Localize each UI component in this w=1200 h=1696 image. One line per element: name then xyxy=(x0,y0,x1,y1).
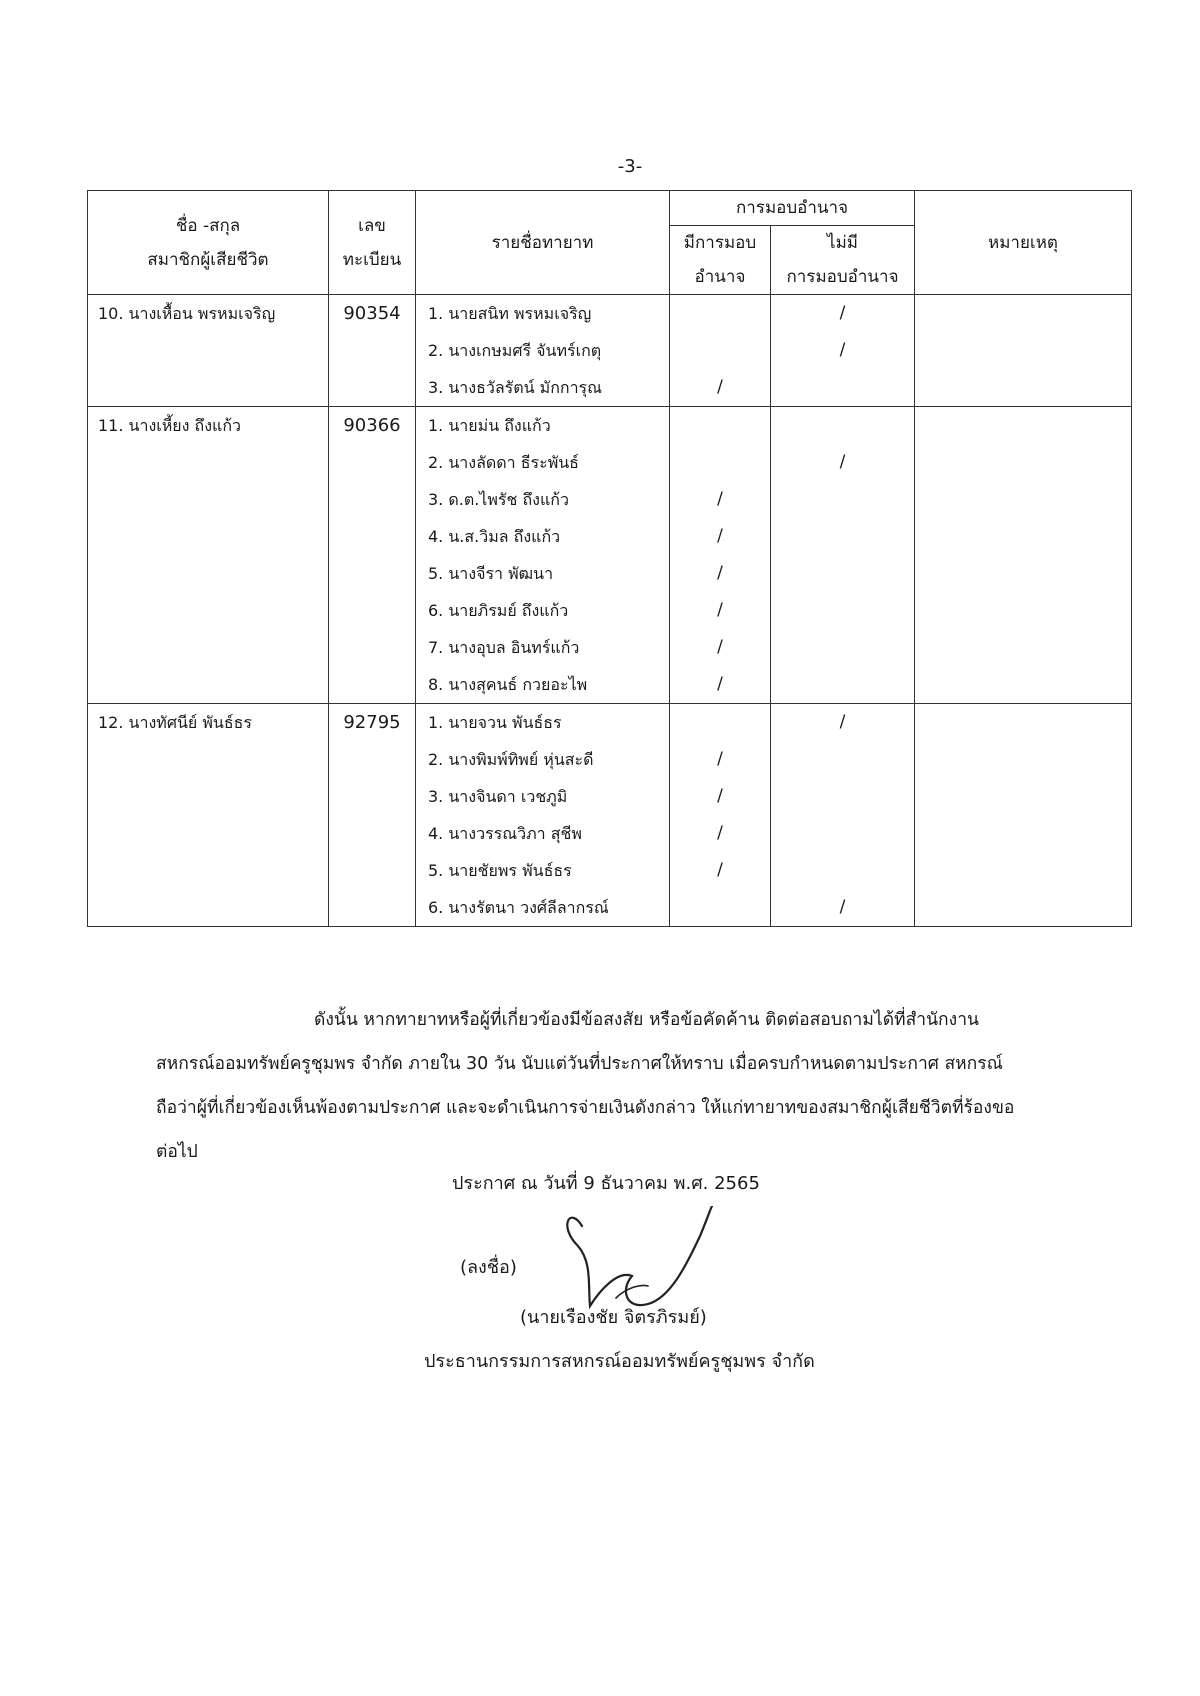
header-authorization: การมอบอำนาจ xyxy=(670,191,915,226)
member-name xyxy=(88,666,328,703)
registration-number xyxy=(329,815,415,852)
table-row xyxy=(88,852,1132,889)
header-registration: เลข ทะเบียน xyxy=(329,191,416,295)
table-row xyxy=(88,592,1132,629)
notice-paragraph xyxy=(156,998,1076,1174)
member-name xyxy=(88,741,328,778)
remarks-cell xyxy=(915,778,1131,815)
not-authorized-mark xyxy=(771,629,914,666)
heir-name: 1. นายสนิท พรหมเจริญ xyxy=(428,304,592,323)
remarks-cell xyxy=(915,407,1131,444)
member-name: 12. นางทัศนีย์ พันธ์ธร xyxy=(98,713,252,732)
paragraph-line: ดังนั้น หากทายาทหรือผู้ที่เกี่ยวข้องมีข้อสงสัย หรือข้อคัดค้าน ติดต่อสอบถามได้ที่สำนักงาน xyxy=(314,1010,979,1030)
remarks-cell xyxy=(915,369,1131,406)
authorized-mark xyxy=(670,332,770,369)
heir-name: 5. นายชัยพร พันธ์ธร xyxy=(428,861,572,880)
heir-name: 2. นางเกษมศรี จันทร์เกตุ xyxy=(428,341,602,360)
heir-name: 3. นางธวัลรัตน์ มักการุณ xyxy=(428,378,602,397)
not-authorized-mark: / xyxy=(839,712,846,732)
paragraph-line: ต่อไป xyxy=(156,1142,198,1162)
registration-number xyxy=(329,369,415,406)
remarks-cell xyxy=(915,704,1131,741)
authorized-mark xyxy=(670,295,770,332)
remarks-cell xyxy=(915,295,1131,332)
table-row xyxy=(88,407,1132,445)
signer-title: ประธานกรรมการสหกรณ์ออมทรัพย์ครูชุมพร จำกัด xyxy=(424,1351,815,1372)
heir-name: 4. น.ส.วิมล ถึงแก้ว xyxy=(428,527,561,546)
registration-number xyxy=(329,666,415,703)
authorized-mark: / xyxy=(717,823,723,843)
table-row xyxy=(88,889,1132,927)
member-name xyxy=(88,444,328,481)
signer-name: (นายเรืองชัย จิตรภิรมย์) xyxy=(520,1307,707,1328)
authorized-mark xyxy=(670,444,770,481)
paragraph-line: ถือว่าผู้ที่เกี่ยวข้องเห็นพ้องตามประกาศ และจะดำเนินการจ่ายเงินดังกล่าว ให้แก่ทายาทของสมาชิกผู้เสียชีวิตที่ร้องขอ xyxy=(156,1098,1015,1118)
not-authorized-mark: / xyxy=(839,340,846,360)
heir-name: 5. นางจีรา พัฒนา xyxy=(428,564,554,583)
heir-name: 4. นางวรรณวิภา สุชีพ xyxy=(428,824,582,843)
remarks-cell xyxy=(915,852,1131,889)
not-authorized-mark xyxy=(771,666,914,703)
table-row xyxy=(88,481,1132,518)
not-authorized-mark xyxy=(771,592,914,629)
registration-number: 90366 xyxy=(343,415,401,436)
registration-number xyxy=(329,481,415,518)
remarks-cell xyxy=(915,815,1131,852)
member-name xyxy=(88,518,328,555)
remarks-cell xyxy=(915,741,1131,778)
table-row xyxy=(88,629,1132,666)
heir-name: 2. นางพิมพ์ทิพย์ หุ่นสะดี xyxy=(428,750,594,769)
authorized-mark: / xyxy=(717,489,723,509)
registration-number xyxy=(329,741,415,778)
table-row xyxy=(88,555,1132,592)
table-row xyxy=(88,444,1132,481)
table-row xyxy=(88,778,1132,815)
remarks-cell xyxy=(915,629,1131,666)
not-authorized-mark xyxy=(771,555,914,592)
not-authorized-mark xyxy=(771,815,914,852)
member-name xyxy=(88,778,328,815)
table-row xyxy=(88,332,1132,369)
heir-name: 3. ด.ต.ไพรัช ถึงแก้ว xyxy=(428,490,569,509)
member-name: 10. นางเหื้อน พรหมเจริญ xyxy=(98,304,276,323)
registration-number: 90354 xyxy=(343,303,401,324)
header-member: ชื่อ -สกุล สมาชิกผู้เสียชีวิต xyxy=(88,191,329,295)
remarks-cell xyxy=(915,666,1131,703)
paragraph-line: สหกรณ์ออมทรัพย์ครูชุมพร จำกัด ภายใน 30 วัน นับแต่วันที่ประกาศให้ทราบ เมื่อครบกำหนดตามประกาศ สหกรณ์ xyxy=(156,1054,1003,1074)
header-heirs: รายชื่อทายาท xyxy=(416,191,670,295)
registration-number xyxy=(329,889,415,926)
authorized-mark: / xyxy=(717,786,723,806)
table-body xyxy=(88,295,1132,927)
not-authorized-mark xyxy=(771,407,914,444)
member-name xyxy=(88,852,328,889)
authorized-mark: / xyxy=(717,526,723,546)
table-row xyxy=(88,369,1132,407)
remarks-cell xyxy=(915,444,1131,481)
member-name xyxy=(88,889,328,926)
heirs-table xyxy=(87,190,1132,927)
remarks-cell xyxy=(915,332,1131,369)
not-authorized-mark xyxy=(771,778,914,815)
table-row xyxy=(88,741,1132,778)
remarks-cell xyxy=(915,518,1131,555)
registration-number xyxy=(329,629,415,666)
authorized-mark xyxy=(670,889,770,926)
authorized-mark xyxy=(670,407,770,444)
heir-name: 6. นางรัตนา วงศ์ลีลากรณ์ xyxy=(428,898,609,917)
heir-name: 8. นางสุคนธ์ กวยอะไพ xyxy=(428,675,588,694)
registration-number xyxy=(329,444,415,481)
registration-number: 92795 xyxy=(343,712,401,733)
header-not-authorized: ไม่มี การมอบอำนาจ xyxy=(771,226,915,295)
remarks-cell xyxy=(915,481,1131,518)
sign-label: (ลงชื่อ) xyxy=(460,1257,517,1278)
authorized-mark: / xyxy=(717,860,723,880)
not-authorized-mark xyxy=(771,741,914,778)
announcement-date: ประกาศ ณ วันที่ 9 ธันวาคม พ.ศ. 2565 xyxy=(452,1173,760,1194)
table-row xyxy=(88,295,1132,333)
registration-number xyxy=(329,555,415,592)
member-name xyxy=(88,555,328,592)
not-authorized-mark xyxy=(771,852,914,889)
not-authorized-mark: / xyxy=(839,452,846,472)
not-authorized-mark xyxy=(771,518,914,555)
heir-name: 2. นางลัดดา ธีระพันธ์ xyxy=(428,453,579,472)
authorized-mark xyxy=(670,704,770,741)
table-row xyxy=(88,518,1132,555)
authorized-mark: / xyxy=(717,637,723,657)
heir-name: 6. นายภิรมย์ ถึงแก้ว xyxy=(428,601,569,620)
registration-number xyxy=(329,592,415,629)
heir-name: 3. นางจินดา เวชภูมิ xyxy=(428,787,568,806)
page-number: -3- xyxy=(617,156,643,177)
remarks-cell xyxy=(915,555,1131,592)
registration-number xyxy=(329,778,415,815)
authorized-mark: / xyxy=(717,600,723,620)
table-row xyxy=(88,815,1132,852)
remarks-cell xyxy=(915,889,1131,926)
member-name: 11. นางเหี้ยง ถึงแก้ว xyxy=(98,416,242,435)
member-name xyxy=(88,815,328,852)
header-remarks: หมายเหตุ xyxy=(915,191,1132,295)
registration-number xyxy=(329,518,415,555)
authorized-mark: / xyxy=(717,563,723,583)
header-authorized: มีการมอบ อำนาจ xyxy=(670,226,771,295)
member-name xyxy=(88,481,328,518)
heir-name: 1. นายจวน พันธ์ธร xyxy=(428,713,562,732)
table-row xyxy=(88,704,1132,742)
not-authorized-mark: / xyxy=(839,303,846,323)
member-name xyxy=(88,592,328,629)
remarks-cell xyxy=(915,592,1131,629)
member-name xyxy=(88,332,328,369)
authorized-mark: / xyxy=(717,674,723,694)
member-name xyxy=(88,629,328,666)
registration-number xyxy=(329,332,415,369)
registration-number xyxy=(329,852,415,889)
heir-name: 1. นายม่น ถึงแก้ว xyxy=(428,416,551,435)
not-authorized-mark xyxy=(771,481,914,518)
not-authorized-mark xyxy=(771,369,914,406)
table-row xyxy=(88,666,1132,704)
not-authorized-mark: / xyxy=(839,897,846,917)
member-name xyxy=(88,369,328,406)
authorized-mark: / xyxy=(717,377,723,397)
authorized-mark: / xyxy=(717,749,723,769)
heir-name: 7. นางอุบล อินทร์แก้ว xyxy=(428,638,580,657)
